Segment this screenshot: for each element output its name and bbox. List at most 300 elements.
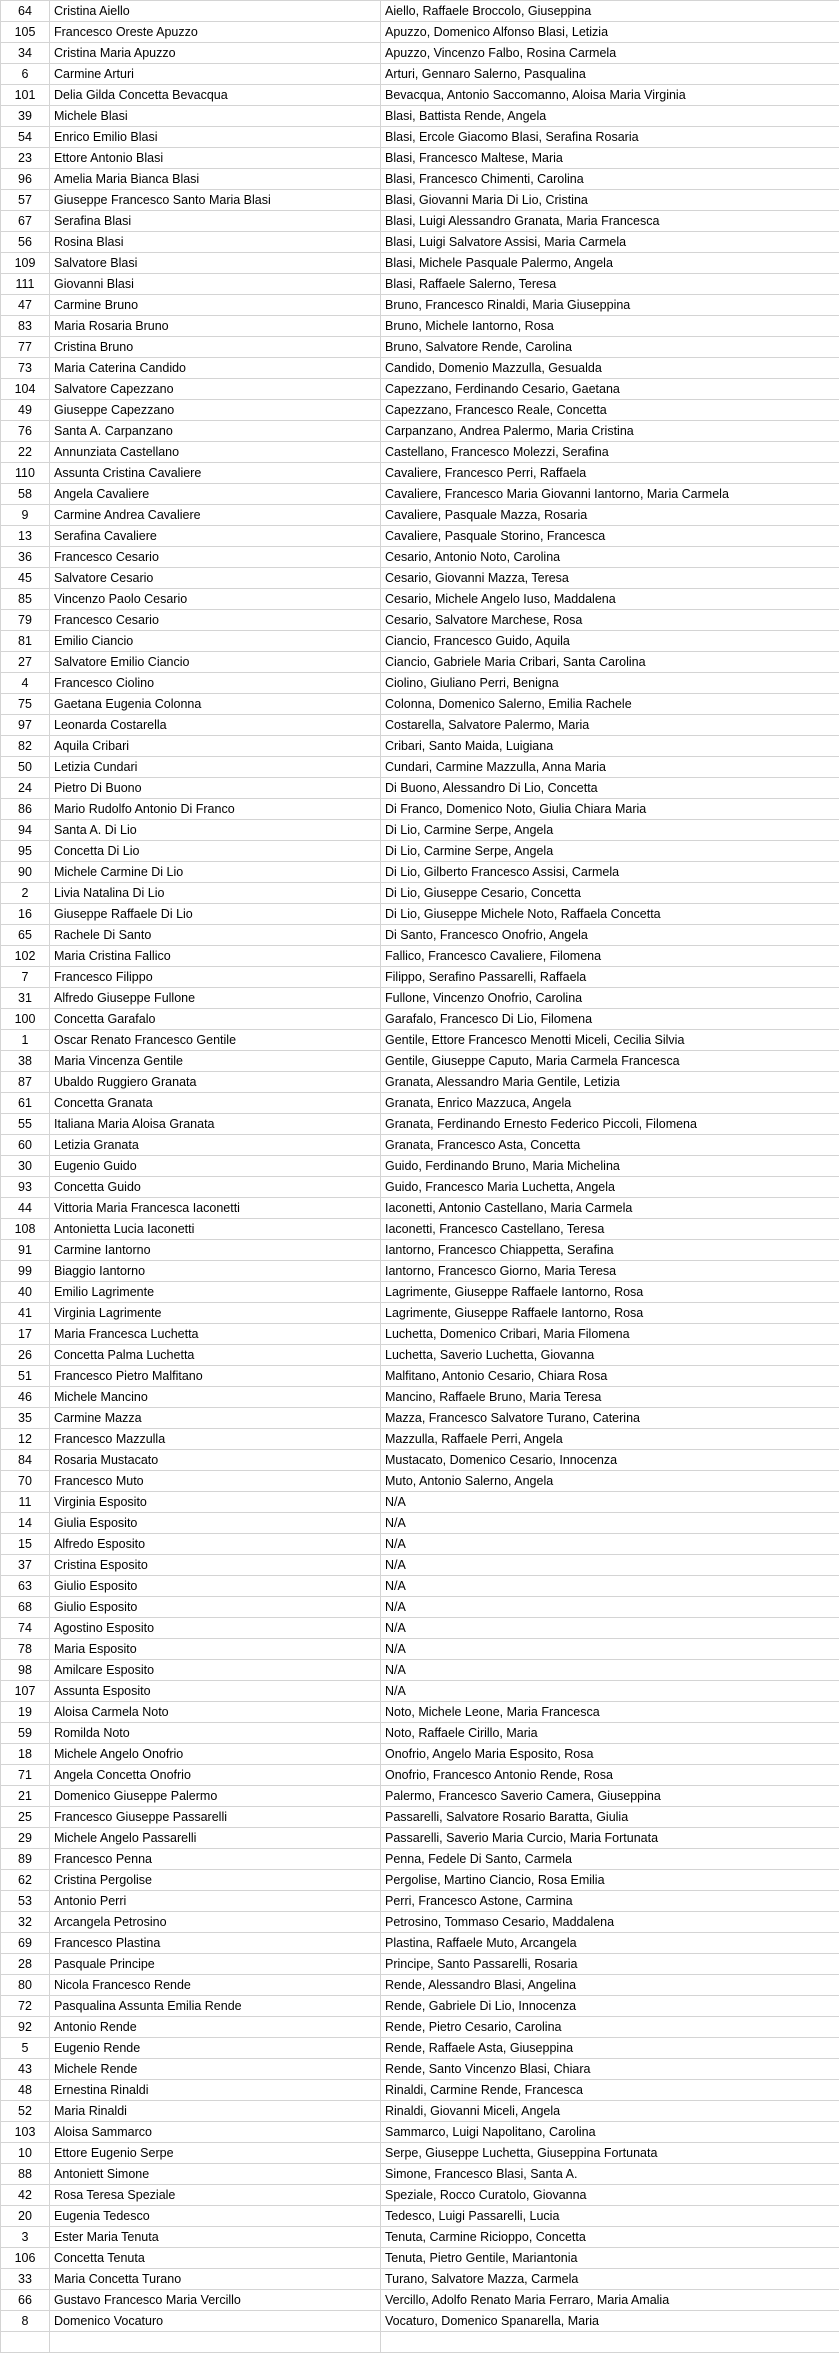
parents-cell[interactable]: N/A (381, 1555, 839, 1576)
name-cell[interactable]: Vittoria Maria Francesca Iaconetti (50, 1198, 381, 1219)
parents-cell[interactable]: Rende, Alessandro Blasi, Angelina (381, 1975, 839, 1996)
name-cell[interactable]: Salvatore Blasi (50, 253, 381, 274)
name-cell[interactable]: Michele Angelo Passarelli (50, 1828, 381, 1849)
id-cell[interactable]: 28 (1, 1954, 50, 1975)
name-cell[interactable]: Eugenia Tedesco (50, 2206, 381, 2227)
parents-cell[interactable]: Petrosino, Tommaso Cesario, Maddalena (381, 1912, 839, 1933)
id-cell[interactable]: 73 (1, 358, 50, 379)
id-cell[interactable]: 80 (1, 1975, 50, 1996)
parents-cell[interactable]: Palermo, Francesco Saverio Camera, Giuseppina (381, 1786, 839, 1807)
name-cell[interactable]: Rosina Blasi (50, 232, 381, 253)
id-cell[interactable]: 57 (1, 190, 50, 211)
id-cell[interactable]: 96 (1, 169, 50, 190)
id-cell[interactable]: 3 (1, 2227, 50, 2248)
name-cell[interactable]: Arcangela Petrosino (50, 1912, 381, 1933)
name-cell[interactable]: Giulia Esposito (50, 1513, 381, 1534)
name-cell[interactable]: Francesco Muto (50, 1471, 381, 1492)
id-cell[interactable]: 30 (1, 1156, 50, 1177)
name-cell[interactable]: Cristina Bruno (50, 337, 381, 358)
parents-cell[interactable]: N/A (381, 1513, 839, 1534)
name-cell[interactable]: Maria Concetta Turano (50, 2269, 381, 2290)
id-cell[interactable]: 58 (1, 484, 50, 505)
name-cell[interactable]: Michele Mancino (50, 1387, 381, 1408)
id-cell[interactable] (1, 2332, 50, 2353)
id-cell[interactable]: 86 (1, 799, 50, 820)
id-cell[interactable]: 15 (1, 1534, 50, 1555)
id-cell[interactable]: 63 (1, 1576, 50, 1597)
parents-cell[interactable]: Di Lio, Carmine Serpe, Angela (381, 820, 839, 841)
parents-cell[interactable]: Cavaliere, Francesco Perri, Raffaela (381, 463, 839, 484)
parents-cell[interactable]: Rende, Santo Vincenzo Blasi, Chiara (381, 2059, 839, 2080)
name-cell[interactable]: Maria Rosaria Bruno (50, 316, 381, 337)
id-cell[interactable]: 52 (1, 2101, 50, 2122)
parents-cell[interactable]: Apuzzo, Domenico Alfonso Blasi, Letizia (381, 22, 839, 43)
id-cell[interactable]: 6 (1, 64, 50, 85)
name-cell[interactable]: Agostino Esposito (50, 1618, 381, 1639)
id-cell[interactable]: 8 (1, 2311, 50, 2332)
id-cell[interactable]: 2 (1, 883, 50, 904)
name-cell[interactable]: Giovanni Blasi (50, 274, 381, 295)
name-cell[interactable]: Francesco Ciolino (50, 673, 381, 694)
name-cell[interactable]: Virginia Esposito (50, 1492, 381, 1513)
parents-cell[interactable]: Cesario, Salvatore Marchese, Rosa (381, 610, 839, 631)
id-cell[interactable]: 67 (1, 211, 50, 232)
id-cell[interactable]: 4 (1, 673, 50, 694)
id-cell[interactable]: 10 (1, 2143, 50, 2164)
parents-cell[interactable] (381, 2332, 839, 2353)
name-cell[interactable]: Livia Natalina Di Lio (50, 883, 381, 904)
id-cell[interactable]: 45 (1, 568, 50, 589)
id-cell[interactable]: 77 (1, 337, 50, 358)
parents-cell[interactable]: N/A (381, 1576, 839, 1597)
id-cell[interactable]: 60 (1, 1135, 50, 1156)
name-cell[interactable]: Francesco Filippo (50, 967, 381, 988)
name-cell[interactable]: Italiana Maria Aloisa Granata (50, 1114, 381, 1135)
parents-cell[interactable]: Di Santo, Francesco Onofrio, Angela (381, 925, 839, 946)
parents-cell[interactable]: Principe, Santo Passarelli, Rosaria (381, 1954, 839, 1975)
parents-cell[interactable]: Lagrimente, Giuseppe Raffaele Iantorno, Rosa (381, 1282, 839, 1303)
parents-cell[interactable]: Rende, Raffaele Asta, Giuseppina (381, 2038, 839, 2059)
parents-cell[interactable]: Iantorno, Francesco Chiappetta, Serafina (381, 1240, 839, 1261)
id-cell[interactable]: 75 (1, 694, 50, 715)
name-cell[interactable]: Giulio Esposito (50, 1576, 381, 1597)
parents-cell[interactable]: Sammarco, Luigi Napolitano, Carolina (381, 2122, 839, 2143)
name-cell[interactable]: Aquila Cribari (50, 736, 381, 757)
parents-cell[interactable]: N/A (381, 1492, 839, 1513)
id-cell[interactable]: 37 (1, 1555, 50, 1576)
name-cell[interactable]: Delia Gilda Concetta Bevacqua (50, 85, 381, 106)
id-cell[interactable]: 100 (1, 1009, 50, 1030)
parents-cell[interactable]: Granata, Francesco Asta, Concetta (381, 1135, 839, 1156)
parents-cell[interactable]: N/A (381, 1639, 839, 1660)
parents-cell[interactable]: Di Franco, Domenico Noto, Giulia Chiara Maria (381, 799, 839, 820)
parents-cell[interactable]: Iaconetti, Antonio Castellano, Maria Carmela (381, 1198, 839, 1219)
id-cell[interactable]: 90 (1, 862, 50, 883)
name-cell[interactable]: Antoniett Simone (50, 2164, 381, 2185)
name-cell[interactable] (50, 2332, 381, 2353)
name-cell[interactable]: Maria Cristina Fallico (50, 946, 381, 967)
name-cell[interactable]: Eugenio Rende (50, 2038, 381, 2059)
id-cell[interactable]: 46 (1, 1387, 50, 1408)
name-cell[interactable]: Serafina Cavaliere (50, 526, 381, 547)
id-cell[interactable]: 24 (1, 778, 50, 799)
parents-cell[interactable]: Passarelli, Saverio Maria Curcio, Maria Fortunata (381, 1828, 839, 1849)
parents-cell[interactable]: Tenuta, Carmine Ricioppo, Concetta (381, 2227, 839, 2248)
id-cell[interactable]: 31 (1, 988, 50, 1009)
id-cell[interactable]: 71 (1, 1765, 50, 1786)
name-cell[interactable]: Maria Caterina Candido (50, 358, 381, 379)
name-cell[interactable]: Pietro Di Buono (50, 778, 381, 799)
parents-cell[interactable]: Simone, Francesco Blasi, Santa A. (381, 2164, 839, 2185)
name-cell[interactable]: Francesco Pietro Malfitano (50, 1366, 381, 1387)
parents-cell[interactable]: Arturi, Gennaro Salerno, Pasqualina (381, 64, 839, 85)
parents-cell[interactable]: Penna, Fedele Di Santo, Carmela (381, 1849, 839, 1870)
name-cell[interactable]: Ubaldo Ruggiero Granata (50, 1072, 381, 1093)
parents-cell[interactable]: Capezzano, Francesco Reale, Concetta (381, 400, 839, 421)
name-cell[interactable]: Salvatore Capezzano (50, 379, 381, 400)
parents-cell[interactable]: Cribari, Santo Maida, Luigiana (381, 736, 839, 757)
name-cell[interactable]: Rosaria Mustacato (50, 1450, 381, 1471)
parents-cell[interactable]: Blasi, Francesco Maltese, Maria (381, 148, 839, 169)
id-cell[interactable]: 50 (1, 757, 50, 778)
parents-cell[interactable]: Cesario, Michele Angelo Iuso, Maddalena (381, 589, 839, 610)
parents-cell[interactable]: N/A (381, 1534, 839, 1555)
name-cell[interactable]: Antonio Perri (50, 1891, 381, 1912)
parents-cell[interactable]: Castellano, Francesco Molezzi, Serafina (381, 442, 839, 463)
name-cell[interactable]: Domenico Vocaturo (50, 2311, 381, 2332)
name-cell[interactable]: Assunta Esposito (50, 1681, 381, 1702)
name-cell[interactable]: Angela Concetta Onofrio (50, 1765, 381, 1786)
name-cell[interactable]: Leonarda Costarella (50, 715, 381, 736)
name-cell[interactable]: Michele Rende (50, 2059, 381, 2080)
id-cell[interactable]: 19 (1, 1702, 50, 1723)
id-cell[interactable]: 23 (1, 148, 50, 169)
parents-cell[interactable]: Fullone, Vincenzo Onofrio, Carolina (381, 988, 839, 1009)
id-cell[interactable]: 110 (1, 463, 50, 484)
name-cell[interactable]: Concetta Di Lio (50, 841, 381, 862)
parents-cell[interactable]: Granata, Enrico Mazzuca, Angela (381, 1093, 839, 1114)
name-cell[interactable]: Cristina Pergolise (50, 1870, 381, 1891)
parents-cell[interactable]: Tedesco, Luigi Passarelli, Lucia (381, 2206, 839, 2227)
name-cell[interactable]: Michele Carmine Di Lio (50, 862, 381, 883)
id-cell[interactable]: 76 (1, 421, 50, 442)
parents-cell[interactable]: Lagrimente, Giuseppe Raffaele Iantorno, Rosa (381, 1303, 839, 1324)
parents-cell[interactable]: Plastina, Raffaele Muto, Arcangela (381, 1933, 839, 1954)
parents-cell[interactable]: Granata, Alessandro Maria Gentile, Letizia (381, 1072, 839, 1093)
name-cell[interactable]: Concetta Garafalo (50, 1009, 381, 1030)
id-cell[interactable]: 62 (1, 1870, 50, 1891)
id-cell[interactable]: 26 (1, 1345, 50, 1366)
id-cell[interactable]: 13 (1, 526, 50, 547)
id-cell[interactable]: 82 (1, 736, 50, 757)
id-cell[interactable]: 55 (1, 1114, 50, 1135)
name-cell[interactable]: Maria Esposito (50, 1639, 381, 1660)
id-cell[interactable]: 41 (1, 1303, 50, 1324)
parents-cell[interactable]: Blasi, Francesco Chimenti, Carolina (381, 169, 839, 190)
name-cell[interactable]: Domenico Giuseppe Palermo (50, 1786, 381, 1807)
parents-cell[interactable]: Capezzano, Ferdinando Cesario, Gaetana (381, 379, 839, 400)
id-cell[interactable]: 99 (1, 1261, 50, 1282)
parents-cell[interactable]: Aiello, Raffaele Broccolo, Giuseppina (381, 1, 839, 22)
id-cell[interactable]: 87 (1, 1072, 50, 1093)
name-cell[interactable]: Amilcare Esposito (50, 1660, 381, 1681)
id-cell[interactable]: 93 (1, 1177, 50, 1198)
name-cell[interactable]: Pasquale Principe (50, 1954, 381, 1975)
name-cell[interactable]: Ettore Antonio Blasi (50, 148, 381, 169)
id-cell[interactable]: 16 (1, 904, 50, 925)
parents-cell[interactable]: Bevacqua, Antonio Saccomanno, Aloisa Maria Virginia (381, 85, 839, 106)
id-cell[interactable]: 27 (1, 652, 50, 673)
id-cell[interactable]: 43 (1, 2059, 50, 2080)
id-cell[interactable]: 106 (1, 2248, 50, 2269)
parents-cell[interactable]: Fallico, Francesco Cavaliere, Filomena (381, 946, 839, 967)
name-cell[interactable]: Francesco Cesario (50, 610, 381, 631)
id-cell[interactable]: 48 (1, 2080, 50, 2101)
id-cell[interactable]: 84 (1, 1450, 50, 1471)
name-cell[interactable]: Concetta Palma Luchetta (50, 1345, 381, 1366)
name-cell[interactable]: Letizia Cundari (50, 757, 381, 778)
parents-cell[interactable]: Granata, Ferdinando Ernesto Federico Piccoli, Filomena (381, 1114, 839, 1135)
id-cell[interactable]: 64 (1, 1, 50, 22)
parents-cell[interactable]: Noto, Raffaele Cirillo, Maria (381, 1723, 839, 1744)
parents-cell[interactable]: Rinaldi, Giovanni Miceli, Angela (381, 2101, 839, 2122)
id-cell[interactable]: 61 (1, 1093, 50, 1114)
name-cell[interactable]: Assunta Cristina Cavaliere (50, 463, 381, 484)
id-cell[interactable]: 35 (1, 1408, 50, 1429)
name-cell[interactable]: Oscar Renato Francesco Gentile (50, 1030, 381, 1051)
parents-cell[interactable]: Turano, Salvatore Mazza, Carmela (381, 2269, 839, 2290)
id-cell[interactable]: 53 (1, 1891, 50, 1912)
parents-cell[interactable]: Garafalo, Francesco Di Lio, Filomena (381, 1009, 839, 1030)
parents-cell[interactable]: Di Lio, Giuseppe Michele Noto, Raffaela Concetta (381, 904, 839, 925)
parents-cell[interactable]: Blasi, Michele Pasquale Palermo, Angela (381, 253, 839, 274)
name-cell[interactable]: Angela Cavaliere (50, 484, 381, 505)
parents-cell[interactable]: Blasi, Luigi Alessandro Granata, Maria Francesca (381, 211, 839, 232)
id-cell[interactable]: 105 (1, 22, 50, 43)
name-cell[interactable]: Concetta Guido (50, 1177, 381, 1198)
parents-cell[interactable]: Muto, Antonio Salerno, Angela (381, 1471, 839, 1492)
id-cell[interactable]: 49 (1, 400, 50, 421)
parents-cell[interactable]: Perri, Francesco Astone, Carmina (381, 1891, 839, 1912)
name-cell[interactable]: Emilio Lagrimente (50, 1282, 381, 1303)
name-cell[interactable]: Cristina Esposito (50, 1555, 381, 1576)
id-cell[interactable]: 22 (1, 442, 50, 463)
id-cell[interactable]: 111 (1, 274, 50, 295)
parents-cell[interactable]: N/A (381, 1660, 839, 1681)
parents-cell[interactable]: Mazza, Francesco Salvatore Turano, Caterina (381, 1408, 839, 1429)
name-cell[interactable]: Giuseppe Raffaele Di Lio (50, 904, 381, 925)
name-cell[interactable]: Carmine Iantorno (50, 1240, 381, 1261)
id-cell[interactable]: 51 (1, 1366, 50, 1387)
name-cell[interactable]: Francesco Penna (50, 1849, 381, 1870)
name-cell[interactable]: Ester Maria Tenuta (50, 2227, 381, 2248)
parents-cell[interactable]: Cundari, Carmine Mazzulla, Anna Maria (381, 757, 839, 778)
name-cell[interactable]: Maria Vincenza Gentile (50, 1051, 381, 1072)
parents-cell[interactable]: Ciancio, Francesco Guido, Aquila (381, 631, 839, 652)
id-cell[interactable]: 72 (1, 1996, 50, 2017)
name-cell[interactable]: Giuseppe Capezzano (50, 400, 381, 421)
name-cell[interactable]: Concetta Tenuta (50, 2248, 381, 2269)
name-cell[interactable]: Romilda Noto (50, 1723, 381, 1744)
name-cell[interactable]: Carmine Andrea Cavaliere (50, 505, 381, 526)
name-cell[interactable]: Maria Rinaldi (50, 2101, 381, 2122)
id-cell[interactable]: 1 (1, 1030, 50, 1051)
parents-cell[interactable]: Mazzulla, Raffaele Perri, Angela (381, 1429, 839, 1450)
name-cell[interactable]: Rachele Di Santo (50, 925, 381, 946)
name-cell[interactable]: Alfredo Giuseppe Fullone (50, 988, 381, 1009)
id-cell[interactable]: 103 (1, 2122, 50, 2143)
name-cell[interactable]: Pasqualina Assunta Emilia Rende (50, 1996, 381, 2017)
name-cell[interactable]: Amelia Maria Bianca Blasi (50, 169, 381, 190)
id-cell[interactable]: 70 (1, 1471, 50, 1492)
id-cell[interactable]: 32 (1, 1912, 50, 1933)
parents-cell[interactable]: N/A (381, 1618, 839, 1639)
parents-cell[interactable]: Cavaliere, Pasquale Storino, Francesca (381, 526, 839, 547)
parents-cell[interactable]: Pergolise, Martino Ciancio, Rosa Emilia (381, 1870, 839, 1891)
parents-cell[interactable]: Rende, Gabriele Di Lio, Innocenza (381, 1996, 839, 2017)
id-cell[interactable]: 36 (1, 547, 50, 568)
name-cell[interactable]: Santa A. Di Lio (50, 820, 381, 841)
name-cell[interactable]: Rosa Teresa Speziale (50, 2185, 381, 2206)
name-cell[interactable]: Francesco Oreste Apuzzo (50, 22, 381, 43)
parents-cell[interactable]: Gentile, Giuseppe Caputo, Maria Carmela Francesca (381, 1051, 839, 1072)
id-cell[interactable]: 102 (1, 946, 50, 967)
name-cell[interactable]: Mario Rudolfo Antonio Di Franco (50, 799, 381, 820)
id-cell[interactable]: 47 (1, 295, 50, 316)
id-cell[interactable]: 44 (1, 1198, 50, 1219)
parents-cell[interactable]: Malfitano, Antonio Cesario, Chiara Rosa (381, 1366, 839, 1387)
id-cell[interactable]: 9 (1, 505, 50, 526)
id-cell[interactable]: 81 (1, 631, 50, 652)
parents-cell[interactable]: Blasi, Battista Rende, Angela (381, 106, 839, 127)
name-cell[interactable]: Virginia Lagrimente (50, 1303, 381, 1324)
id-cell[interactable]: 25 (1, 1807, 50, 1828)
parents-cell[interactable]: Carpanzano, Andrea Palermo, Maria Cristina (381, 421, 839, 442)
parents-cell[interactable]: Cesario, Giovanni Mazza, Teresa (381, 568, 839, 589)
id-cell[interactable]: 29 (1, 1828, 50, 1849)
parents-cell[interactable]: Bruno, Michele Iantorno, Rosa (381, 316, 839, 337)
id-cell[interactable]: 78 (1, 1639, 50, 1660)
parents-cell[interactable]: Speziale, Rocco Curatolo, Giovanna (381, 2185, 839, 2206)
parents-cell[interactable]: Di Buono, Alessandro Di Lio, Concetta (381, 778, 839, 799)
id-cell[interactable]: 18 (1, 1744, 50, 1765)
parents-cell[interactable]: Colonna, Domenico Salerno, Emilia Rachele (381, 694, 839, 715)
parents-cell[interactable]: Rinaldi, Carmine Rende, Francesca (381, 2080, 839, 2101)
parents-cell[interactable]: Iaconetti, Francesco Castellano, Teresa (381, 1219, 839, 1240)
id-cell[interactable]: 56 (1, 232, 50, 253)
name-cell[interactable]: Annunziata Castellano (50, 442, 381, 463)
name-cell[interactable]: Cristina Aiello (50, 1, 381, 22)
name-cell[interactable]: Salvatore Cesario (50, 568, 381, 589)
id-cell[interactable]: 42 (1, 2185, 50, 2206)
id-cell[interactable]: 14 (1, 1513, 50, 1534)
name-cell[interactable]: Gaetana Eugenia Colonna (50, 694, 381, 715)
parents-cell[interactable]: N/A (381, 1681, 839, 1702)
parents-cell[interactable]: Di Lio, Carmine Serpe, Angela (381, 841, 839, 862)
name-cell[interactable]: Gustavo Francesco Maria Vercillo (50, 2290, 381, 2311)
id-cell[interactable]: 21 (1, 1786, 50, 1807)
parents-cell[interactable]: Blasi, Ercole Giacomo Blasi, Serafina Rosaria (381, 127, 839, 148)
id-cell[interactable]: 79 (1, 610, 50, 631)
id-cell[interactable]: 39 (1, 106, 50, 127)
id-cell[interactable]: 108 (1, 1219, 50, 1240)
name-cell[interactable]: Aloisa Sammarco (50, 2122, 381, 2143)
name-cell[interactable]: Nicola Francesco Rende (50, 1975, 381, 1996)
name-cell[interactable]: Biaggio Iantorno (50, 1261, 381, 1282)
id-cell[interactable]: 17 (1, 1324, 50, 1345)
id-cell[interactable]: 98 (1, 1660, 50, 1681)
name-cell[interactable]: Carmine Mazza (50, 1408, 381, 1429)
id-cell[interactable]: 101 (1, 85, 50, 106)
name-cell[interactable]: Antonietta Lucia Iaconetti (50, 1219, 381, 1240)
id-cell[interactable]: 40 (1, 1282, 50, 1303)
id-cell[interactable]: 74 (1, 1618, 50, 1639)
id-cell[interactable]: 94 (1, 820, 50, 841)
name-cell[interactable]: Antonio Rende (50, 2017, 381, 2038)
id-cell[interactable]: 5 (1, 2038, 50, 2059)
name-cell[interactable]: Enrico Emilio Blasi (50, 127, 381, 148)
name-cell[interactable]: Michele Blasi (50, 106, 381, 127)
parents-cell[interactable]: Guido, Francesco Maria Luchetta, Angela (381, 1177, 839, 1198)
name-cell[interactable]: Eugenio Guido (50, 1156, 381, 1177)
parents-cell[interactable]: Apuzzo, Vincenzo Falbo, Rosina Carmela (381, 43, 839, 64)
name-cell[interactable]: Carmine Arturi (50, 64, 381, 85)
id-cell[interactable]: 97 (1, 715, 50, 736)
id-cell[interactable]: 65 (1, 925, 50, 946)
name-cell[interactable]: Maria Francesca Luchetta (50, 1324, 381, 1345)
parents-cell[interactable]: Ciolino, Giuliano Perri, Benigna (381, 673, 839, 694)
id-cell[interactable]: 11 (1, 1492, 50, 1513)
id-cell[interactable]: 38 (1, 1051, 50, 1072)
id-cell[interactable]: 20 (1, 2206, 50, 2227)
parents-cell[interactable]: Candido, Domenio Mazzulla, Gesualda (381, 358, 839, 379)
name-cell[interactable]: Santa A. Carpanzano (50, 421, 381, 442)
name-cell[interactable]: Ettore Eugenio Serpe (50, 2143, 381, 2164)
id-cell[interactable]: 83 (1, 316, 50, 337)
parents-cell[interactable]: Bruno, Salvatore Rende, Carolina (381, 337, 839, 358)
parents-cell[interactable]: Gentile, Ettore Francesco Menotti Miceli, Cecilia Silvia (381, 1030, 839, 1051)
parents-cell[interactable]: Mustacato, Domenico Cesario, Innocenza (381, 1450, 839, 1471)
name-cell[interactable]: Giuseppe Francesco Santo Maria Blasi (50, 190, 381, 211)
parents-cell[interactable]: Noto, Michele Leone, Maria Francesca (381, 1702, 839, 1723)
id-cell[interactable]: 54 (1, 127, 50, 148)
name-cell[interactable]: Ernestina Rinaldi (50, 2080, 381, 2101)
parents-cell[interactable]: Guido, Ferdinando Bruno, Maria Michelina (381, 1156, 839, 1177)
parents-cell[interactable]: Mancino, Raffaele Bruno, Maria Teresa (381, 1387, 839, 1408)
id-cell[interactable]: 85 (1, 589, 50, 610)
parents-cell[interactable]: Cavaliere, Pasquale Mazza, Rosaria (381, 505, 839, 526)
id-cell[interactable]: 89 (1, 1849, 50, 1870)
parents-cell[interactable]: Bruno, Francesco Rinaldi, Maria Giuseppina (381, 295, 839, 316)
parents-cell[interactable]: Di Lio, Gilberto Francesco Assisi, Carmela (381, 862, 839, 883)
parents-cell[interactable]: Ciancio, Gabriele Maria Cribari, Santa Carolina (381, 652, 839, 673)
id-cell[interactable]: 104 (1, 379, 50, 400)
id-cell[interactable]: 59 (1, 1723, 50, 1744)
parents-cell[interactable]: Cesario, Antonio Noto, Carolina (381, 547, 839, 568)
name-cell[interactable]: Carmine Bruno (50, 295, 381, 316)
parents-cell[interactable]: Cavaliere, Francesco Maria Giovanni Iantorno, Maria Carmela (381, 484, 839, 505)
parents-cell[interactable]: Onofrio, Angelo Maria Esposito, Rosa (381, 1744, 839, 1765)
parents-cell[interactable]: Filippo, Serafino Passarelli, Raffaela (381, 967, 839, 988)
parents-cell[interactable]: Vercillo, Adolfo Renato Maria Ferraro, Maria Amalia (381, 2290, 839, 2311)
id-cell[interactable]: 88 (1, 2164, 50, 2185)
id-cell[interactable]: 107 (1, 1681, 50, 1702)
name-cell[interactable]: Cristina Maria Apuzzo (50, 43, 381, 64)
parents-cell[interactable]: Passarelli, Salvatore Rosario Baratta, Giulia (381, 1807, 839, 1828)
parents-cell[interactable]: Luchetta, Domenico Cribari, Maria Filomena (381, 1324, 839, 1345)
name-cell[interactable]: Alfredo Esposito (50, 1534, 381, 1555)
parents-cell[interactable]: Tenuta, Pietro Gentile, Mariantonia (381, 2248, 839, 2269)
